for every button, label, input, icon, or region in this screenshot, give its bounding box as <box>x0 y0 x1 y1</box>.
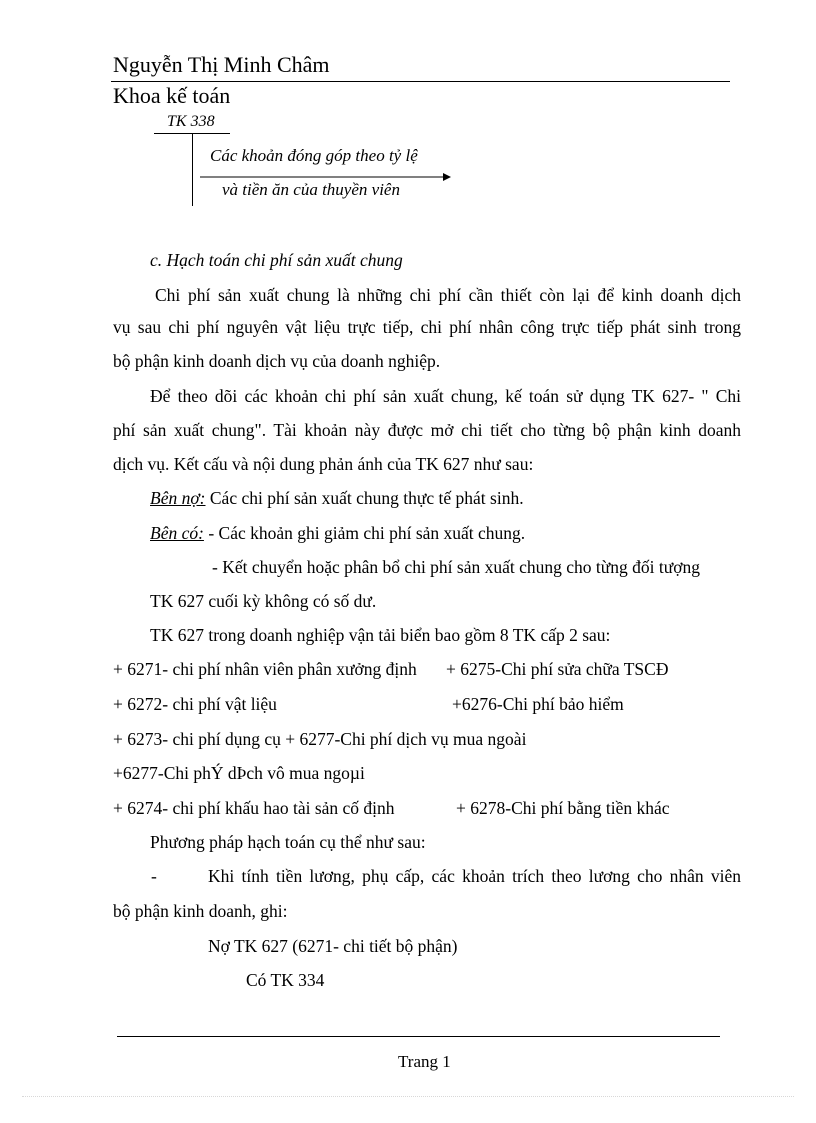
t-account-label: TK 338 <box>167 113 215 130</box>
para1-line1: Chi phí sản xuất chung là những chi phí cần thiết còn lại để kinh doanh dịch <box>155 285 741 305</box>
para1-line2: vụ sau chi phí nguyên vật liệu trực tiếp, chi phí nhân công trực tiếp phát sinh trong <box>113 317 741 337</box>
ben-no-line <box>150 487 524 509</box>
t-account-vertical-line <box>192 134 193 206</box>
account-6275: + 6275-Chi phí sửa chữa TSCĐ <box>446 659 669 679</box>
account-6278: + 6278-Chi phí bằng tiền khác <box>456 798 670 818</box>
section-heading: c. Hạch toán chi phí sản xuất chung <box>150 250 403 270</box>
header-rule <box>111 81 730 82</box>
author-name: Nguyễn Thị Minh Châm <box>113 52 330 77</box>
page-number: Trang 1 <box>398 1052 451 1071</box>
method-intro: Phương pháp hạch toán cụ thể như sau: <box>150 832 426 852</box>
para2-line2: phí sản xuất chung". Tài khoản này được mở chi tiết cho từng bộ phận kinh doanh <box>113 420 741 440</box>
ben-no-text: Các chi phí sản xuất chung thực tế phát sinh. <box>205 488 524 508</box>
no-balance-line: TK 627 cuối kỳ không có số dư. <box>150 591 377 611</box>
para1-line3: bộ phận kinh doanh dịch vụ của doanh nghiệp. <box>113 351 441 371</box>
account-6273: + 6273- chi phí dụng cụ + 6277-Chi phí dịch vụ mua ngoài <box>113 729 527 749</box>
ben-co-label: Bên có: <box>150 523 204 543</box>
para2-line1: Để theo dõi các khoản chi phí sản xuất chung, kế toán sử dụng TK 627- " Chi <box>150 386 741 406</box>
t-account-entry-line2: và tiền ăn của thuyền viên <box>222 180 400 199</box>
ben-co-text: - Các khoản ghi giảm chi phí sản xuất chung. <box>203 523 526 543</box>
journal-credit: Có TK 334 <box>246 970 325 990</box>
para2-line3: dịch vụ. Kết cấu và nội dung phản ánh của TK 627 như sau: <box>113 454 534 474</box>
account-6276: +6276-Chi phí bảo hiểm <box>452 694 624 714</box>
account-6274: + 6274- chi phí khấu hao tài sản cố định <box>113 798 395 818</box>
journal-debit: Nợ TK 627 (6271- chi tiết bộ phận) <box>208 936 458 956</box>
bullet-dash: - <box>151 866 157 886</box>
t-account-entry-line1: Các khoản đóng góp theo tỷ lệ <box>210 146 418 165</box>
account-6277-garbled: +6277-Chi phÝ dÞch vô mua ngoµi <box>113 763 365 783</box>
account-6271: + 6271- chi phí nhân viên phân xưởng định <box>113 659 417 679</box>
footer-rule <box>117 1036 720 1037</box>
sub-accounts-intro: TK 627 trong doanh nghiệp vận tải biển bao gồm 8 TK cấp 2 sau: <box>150 625 611 645</box>
page-edge <box>22 1096 794 1097</box>
department-name: Khoa kế toán <box>113 83 231 108</box>
bullet-text: Khi tính tiền lương, phụ cấp, các khoản trích theo lương cho nhân viên <box>208 866 741 886</box>
ben-co-line2: - Kết chuyển hoặc phân bổ chi phí sản xuất chung cho từng đối tượng <box>212 557 700 577</box>
bullet-continuation: bộ phận kinh doanh, ghi: <box>113 901 288 921</box>
ben-no-label: Bên nợ: <box>150 488 206 508</box>
account-6272: + 6272- chi phí vật liệu <box>113 694 277 714</box>
ben-co-line <box>150 522 525 544</box>
